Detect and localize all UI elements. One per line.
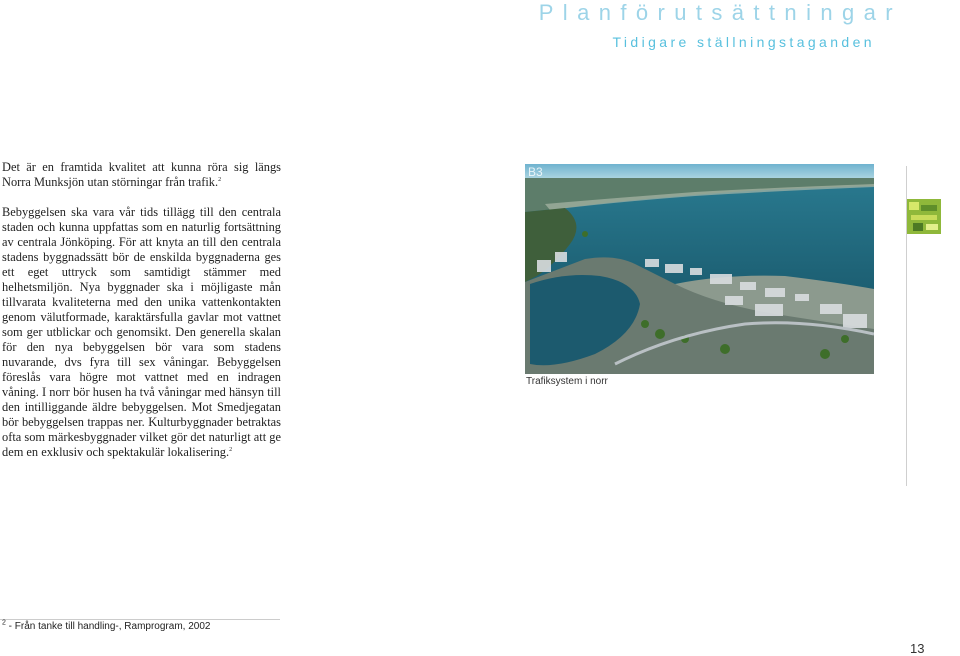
figure-caption: Trafiksystem i norr <box>526 376 608 387</box>
paragraph-2-footnote-ref: 2 <box>229 446 233 453</box>
figure-label: B3 <box>528 165 543 179</box>
footnote <box>2 621 210 632</box>
aerial-photo-illustration <box>525 164 874 374</box>
section-thumbnail <box>907 199 941 234</box>
section-thumbnail-illustration <box>907 199 941 234</box>
footnote-divider <box>0 619 280 620</box>
page-title: Planförutsättningar <box>538 0 902 25</box>
footnote-text: - Från tanke till handling-, Ramprogram, 2002 <box>5 621 211 632</box>
paragraph-2-text: Bebyggelsen ska vara vår tids tillägg till den centrala staden och kunna uppfattas som en naturlig fortsättning av centrala Jönköping. För att knyta an till den centrala stadens byggnadssätt bör de enskilda byggnaderna ges ett eget uttryck som samtidigt stämmer med helhetsmiljön. Nya byggnader ska i möjligaste mån tillvarata kvaliteterna med den unika vattenkontakten genom välutformade, karaktärsfulla gavlar mot vattnet som ger utblickar och genomsikt. Den generella skalan för den nya bebyggelsen bör vara som stadens nuvarande, dvs fyra till sex våningar. Bebyggelsen föreslås vara högre mot vattnet med en indragen våning. I norr bör husen ha två våningar med hänsyn till den intilliggande äldre bebyggelsen. Mot Smedjegatan bör bebyggelsen trappas ner. Kulturbyggnader betraktas ofta som märkesbyggnader vilket gör det naturligt att ge dem en exklusiv och spektakulär lokalisering. <box>2 205 281 459</box>
paragraph-1 <box>2 160 281 190</box>
paragraph-2 <box>2 205 281 460</box>
paragraph-1-footnote-ref: 2 <box>218 176 222 183</box>
aerial-photo <box>525 164 874 374</box>
page-number: 13 <box>910 641 925 656</box>
page-subtitle: Tidigare ställningstaganden <box>612 34 875 50</box>
body-text-column <box>2 160 281 475</box>
paragraph-1-text: Det är en framtida kvalitet att kunna röra sig längs Norra Munksjön utan störningar från trafik. <box>2 160 281 189</box>
footnote-marker: 2 <box>2 619 6 627</box>
